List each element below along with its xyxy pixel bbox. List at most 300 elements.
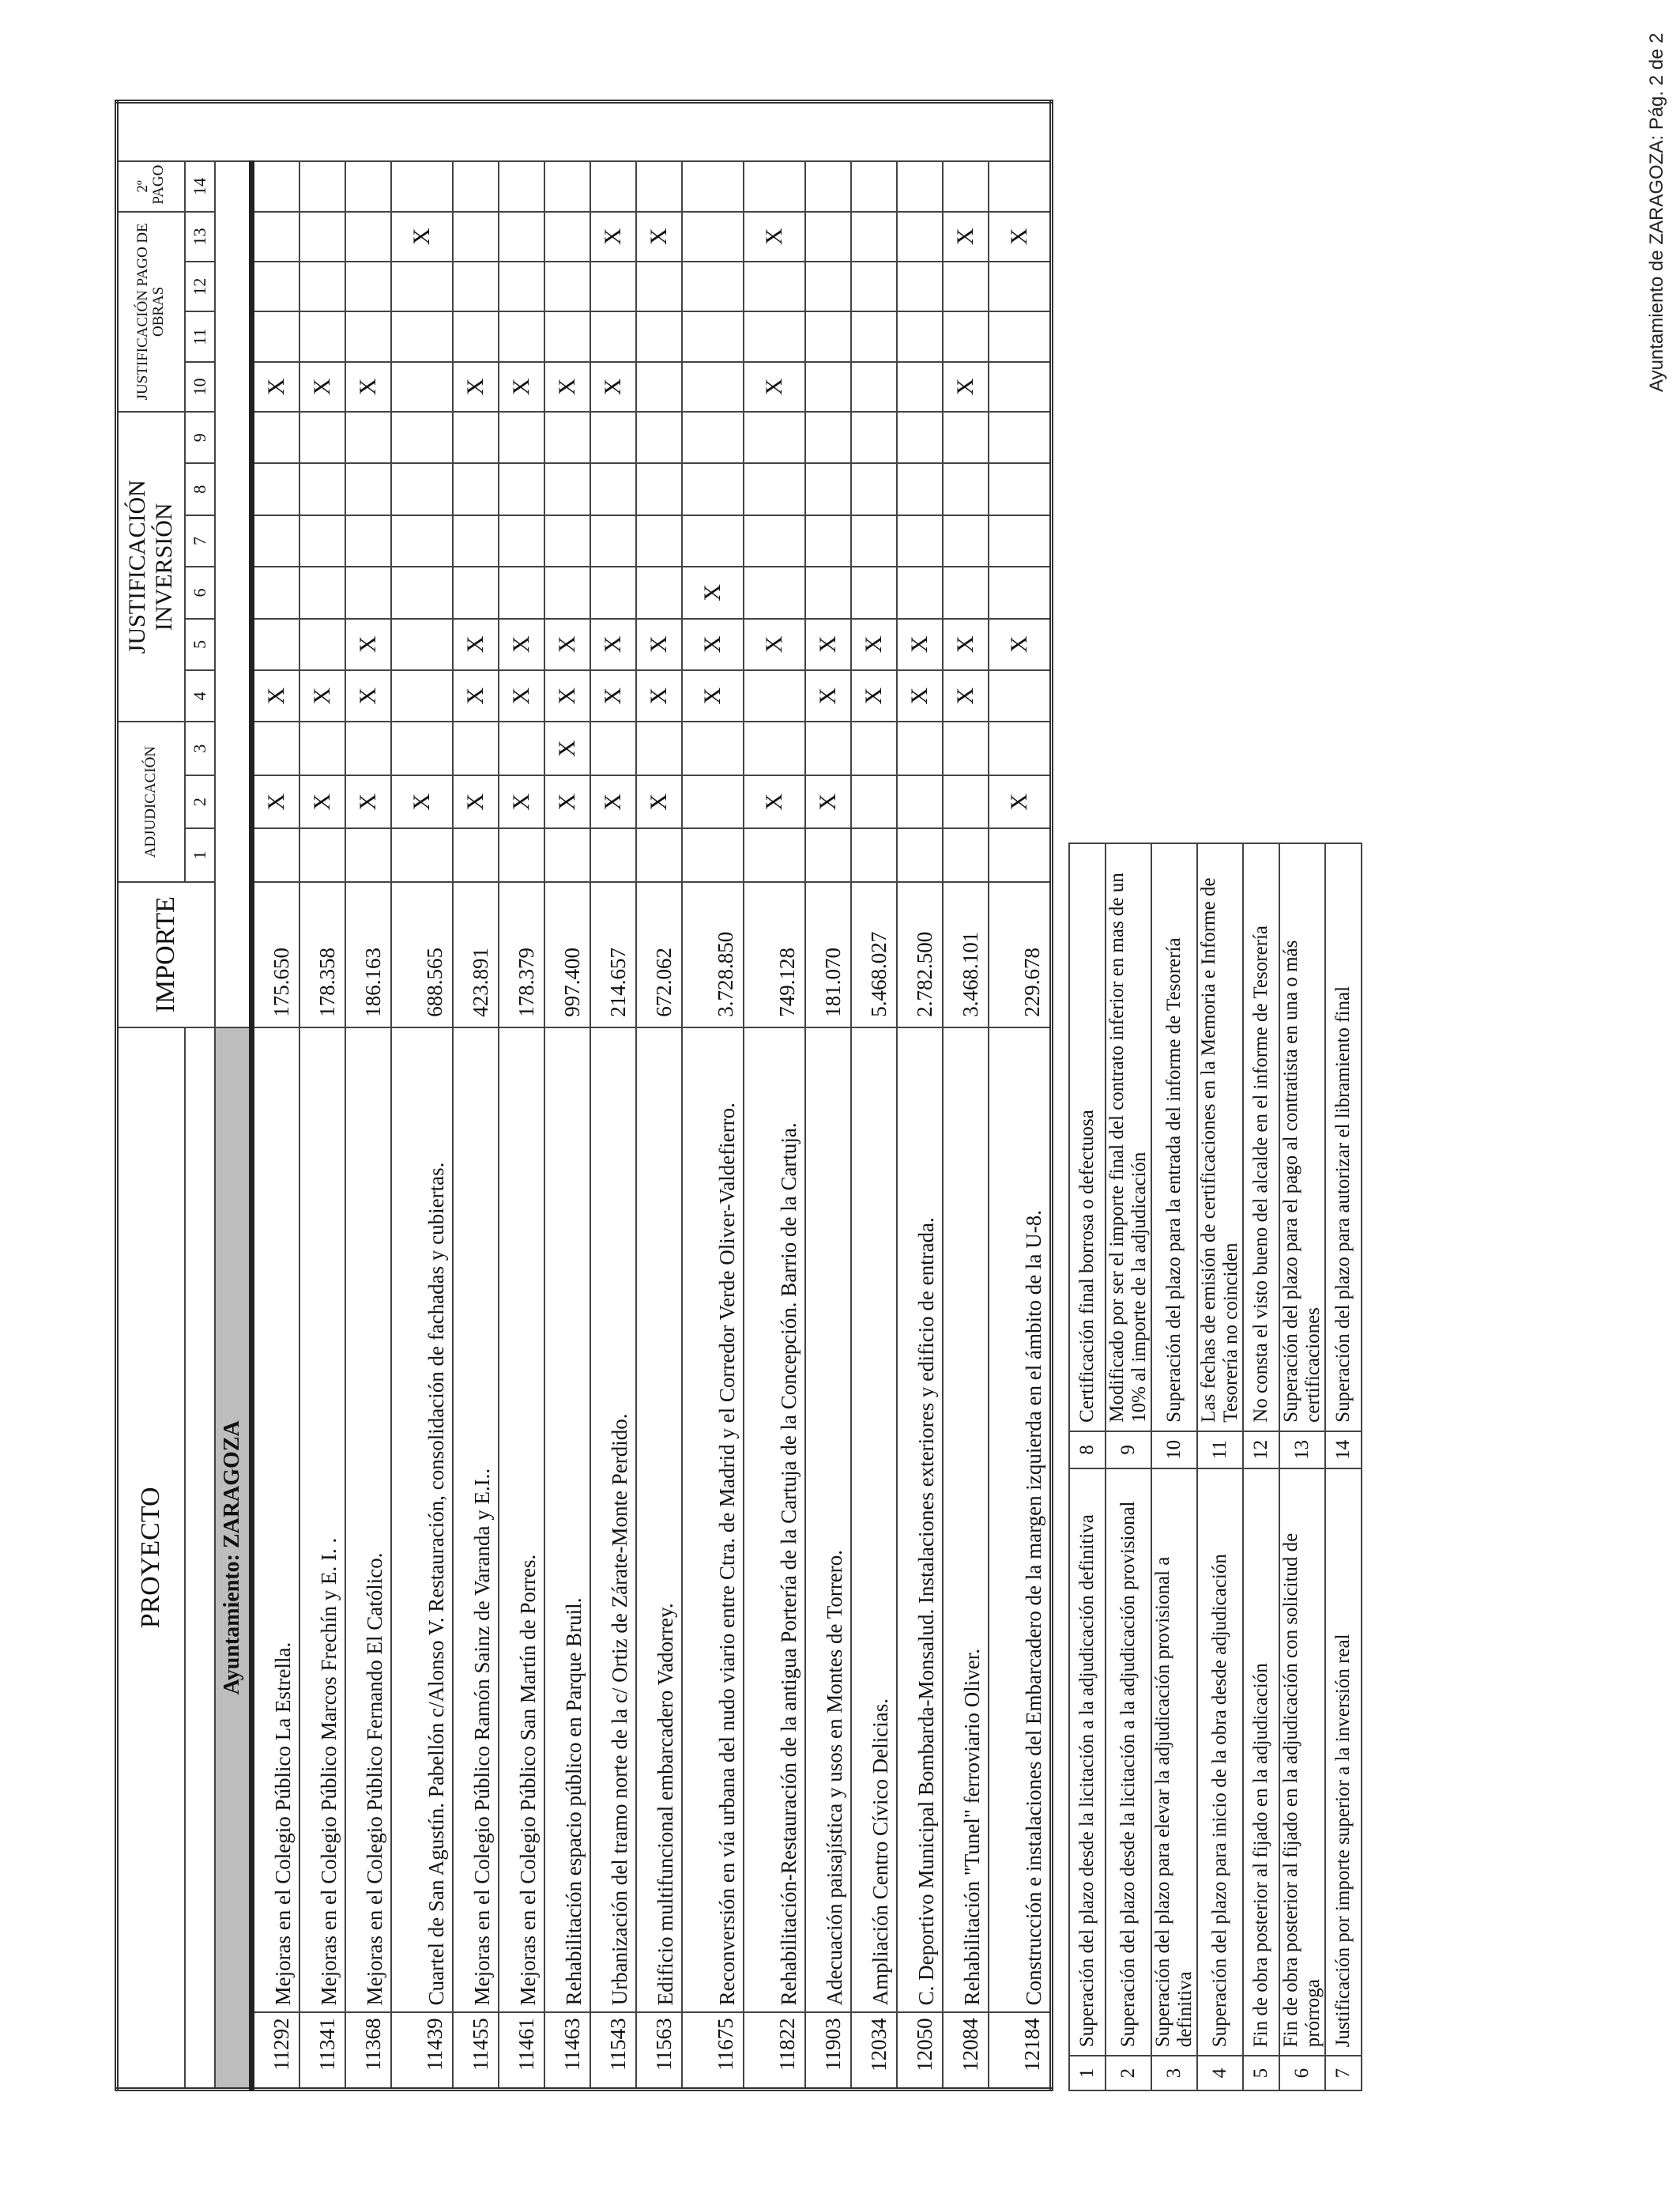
project-code: 11822 [744, 2012, 805, 2089]
mark-cell [391, 670, 453, 722]
mark-cell: X [251, 362, 299, 412]
mark-cell [251, 161, 299, 211]
mark-cell: X [544, 722, 590, 775]
mark-cell [897, 515, 943, 567]
mark-cell [989, 515, 1052, 567]
mark-cell [636, 262, 682, 311]
mark-cell: X [391, 775, 453, 828]
mark-cell [251, 722, 299, 775]
mark-cell: X [499, 775, 544, 828]
project-amount: 749.128 [744, 882, 805, 1027]
mark-cell [453, 212, 499, 262]
page-footer: Ayuntamiento de ZARAGOZA: Pág. 2 de 2 [1646, 32, 1667, 392]
mark-cell [682, 161, 744, 211]
mark-cell [345, 212, 391, 262]
table-row [851, 102, 897, 2090]
justificacion-inversion-header: JUSTIFICACIÓN INVERSIÓN [117, 412, 185, 722]
project-amount: 2.782.500 [897, 882, 943, 1027]
mark-cell: X [943, 670, 989, 722]
table-row [744, 102, 805, 2090]
mark-cell: X [499, 619, 544, 670]
mark-cell [453, 262, 499, 311]
project-code: 12050 [897, 2012, 943, 2089]
mark-cell: X [499, 670, 544, 722]
mark-cell [897, 412, 943, 463]
legend-number: 2 [1106, 2056, 1151, 2090]
legend-text: Superación del plazo desde la licitación a la adjudicación provisional [1106, 1468, 1151, 2056]
project-name: Mejoras en el Colegio Público Fernando El Católico. [345, 1027, 391, 2013]
legend-table [1068, 843, 1362, 2091]
mark-cell [744, 515, 805, 567]
mark-cell [544, 161, 590, 211]
legend-text: Justificación por importe superior a la inversión real [1325, 1468, 1362, 2056]
mark-cell [636, 722, 682, 775]
mark-cell [251, 412, 299, 463]
col-number: 2 [185, 775, 215, 828]
mark-cell [590, 463, 636, 515]
mark-cell [391, 463, 453, 515]
projects-body [251, 102, 1051, 2090]
mark-cell [453, 311, 499, 361]
mark-cell [391, 161, 453, 211]
mark-cell [851, 722, 897, 775]
mark-cell [590, 515, 636, 567]
mark-cell [851, 463, 897, 515]
table-row [682, 102, 744, 2090]
mark-cell [943, 161, 989, 211]
project-code: 11903 [805, 2012, 851, 2089]
mark-cell: X [299, 670, 345, 722]
project-code: 11543 [590, 2012, 636, 2089]
col-number: 4 [185, 670, 215, 722]
mark-cell [590, 722, 636, 775]
mark-cell: X [682, 567, 744, 618]
project-name: Mejoras en el Colegio Público Ramón Sainz de Varanda y E.I.. [453, 1027, 499, 2013]
legend-number: 1 [1069, 2056, 1106, 2090]
legend-number: 10 [1151, 1431, 1197, 1468]
mark-cell: X [943, 619, 989, 670]
mark-cell: X [590, 670, 636, 722]
mark-cell [805, 362, 851, 412]
legend-text: No consta el visto bueno del alcalde en el informe de Tesorería [1243, 843, 1279, 1431]
mark-cell [851, 161, 897, 211]
table-row [453, 102, 499, 2090]
mark-cell [897, 212, 943, 262]
mark-cell: X [453, 670, 499, 722]
legend-number: 9 [1106, 1431, 1151, 1468]
municipality-row-spacer [215, 161, 252, 1027]
mark-cell [251, 262, 299, 311]
proyecto-header-spacer [185, 1027, 215, 2090]
table-row [943, 102, 989, 2090]
mark-cell [345, 311, 391, 361]
mark-cell [805, 161, 851, 211]
project-code: 11461 [499, 2012, 544, 2089]
mark-cell [744, 262, 805, 311]
legend-number: 12 [1243, 1431, 1279, 1468]
mark-cell: X [989, 775, 1052, 828]
mark-cell: X [544, 619, 590, 670]
proyecto-header: PROYECTO [117, 1027, 185, 2090]
mark-cell [544, 212, 590, 262]
mark-cell [805, 212, 851, 262]
mark-cell [636, 828, 682, 881]
legend-number: 6 [1279, 2056, 1325, 2090]
legend-text: Superación del plazo desde la licitación a la adjudicación definitiva [1069, 1468, 1106, 2056]
mark-cell [682, 262, 744, 311]
project-amount: 3.728.850 [682, 882, 744, 1027]
mark-cell [391, 828, 453, 881]
mark-cell: X [345, 775, 391, 828]
mark-cell [499, 262, 544, 311]
mark-cell: X [453, 775, 499, 828]
col-number: 11 [185, 311, 215, 361]
project-amount: 214.657 [590, 882, 636, 1027]
mark-cell [590, 828, 636, 881]
mark-cell [590, 567, 636, 618]
mark-cell [943, 262, 989, 311]
mark-cell [744, 412, 805, 463]
mark-cell [851, 362, 897, 412]
table-row [345, 102, 391, 2090]
mark-cell: X [499, 362, 544, 412]
mark-cell: X [453, 619, 499, 670]
mark-cell: X [897, 619, 943, 670]
mark-cell [251, 212, 299, 262]
mark-cell [499, 722, 544, 775]
mark-cell [345, 262, 391, 311]
legend-text: Las fechas de emisión de certificaciones en la Memoria e Informe de Tesorería no coinciden [1197, 843, 1243, 1431]
mark-cell [943, 775, 989, 828]
legend-text: Superación del plazo para inicio de la obra desde adjudicación [1197, 1468, 1243, 2056]
legend-row [1151, 843, 1197, 2090]
legend-body [1069, 843, 1362, 2090]
mark-cell: X [590, 775, 636, 828]
mark-cell [453, 161, 499, 211]
legend-number: 4 [1197, 2056, 1243, 2090]
mark-cell: X [943, 212, 989, 262]
col-number: 3 [185, 722, 215, 775]
table-row [636, 102, 682, 2090]
project-name: Rehabilitación-Restauración de la antigua Portería de la Cartuja de la Concepción. Barrio de la Cartuja. [744, 1027, 805, 2013]
col-number: 13 [185, 212, 215, 262]
mark-cell [453, 722, 499, 775]
mark-cell [391, 362, 453, 412]
mark-cell [636, 515, 682, 567]
mark-cell [989, 670, 1052, 722]
mark-cell [744, 463, 805, 515]
mark-cell [744, 567, 805, 618]
mark-cell [299, 515, 345, 567]
mark-cell [499, 515, 544, 567]
legend-row [1243, 843, 1279, 2090]
mark-cell [299, 262, 345, 311]
mark-cell: X [544, 670, 590, 722]
mark-cell [682, 722, 744, 775]
mark-cell [499, 463, 544, 515]
mark-cell: X [544, 362, 590, 412]
col-number: 10 [185, 362, 215, 412]
mark-cell [391, 412, 453, 463]
mark-cell [989, 463, 1052, 515]
mark-cell [590, 311, 636, 361]
mark-cell [897, 463, 943, 515]
mark-cell [805, 722, 851, 775]
mark-cell [897, 567, 943, 618]
project-name: Construcción e instalaciones del Embarcadero de la margen izquierda en el ámbito de la U-8. [989, 1027, 1052, 2013]
mark-cell [345, 412, 391, 463]
mark-cell [391, 619, 453, 670]
mark-cell [989, 161, 1052, 211]
mark-cell [345, 567, 391, 618]
mark-cell: X [299, 775, 345, 828]
mark-cell [682, 362, 744, 412]
mark-cell [299, 619, 345, 670]
mark-cell [251, 567, 299, 618]
mark-cell [544, 567, 590, 618]
mark-cell [345, 515, 391, 567]
mark-cell: X [636, 775, 682, 828]
project-name: Ampliación Centro Cívico Delicias. [851, 1027, 897, 2013]
mark-cell: X [682, 619, 744, 670]
mark-cell [499, 567, 544, 618]
legend-number: 7 [1325, 2056, 1362, 2090]
mark-cell [744, 828, 805, 881]
mark-cell [744, 311, 805, 361]
mark-cell [744, 161, 805, 211]
project-code: 11463 [544, 2012, 590, 2089]
mark-cell [805, 262, 851, 311]
table-row [989, 102, 1052, 2090]
mark-cell: X [897, 670, 943, 722]
col-number: 9 [185, 412, 215, 463]
mark-cell [453, 515, 499, 567]
project-amount: 672.062 [636, 882, 682, 1027]
mark-cell [544, 262, 590, 311]
project-code: 11368 [345, 2012, 391, 2089]
mark-cell [805, 463, 851, 515]
table-row [299, 102, 345, 2090]
mark-cell [453, 463, 499, 515]
project-code: 12084 [943, 2012, 989, 2089]
mark-cell: X [299, 362, 345, 412]
mark-cell [682, 828, 744, 881]
mark-cell [499, 412, 544, 463]
mark-cell [391, 311, 453, 361]
mark-cell [453, 567, 499, 618]
mark-cell: X [590, 619, 636, 670]
mark-cell [299, 212, 345, 262]
mark-cell [851, 262, 897, 311]
column-number-row [185, 102, 215, 2090]
legend-number: 11 [1197, 1431, 1243, 1468]
mark-cell [897, 362, 943, 412]
mark-cell [989, 311, 1052, 361]
project-amount: 3.468.101 [943, 882, 989, 1027]
mark-cell [682, 463, 744, 515]
mark-cell [299, 567, 345, 618]
project-name: C. Deportivo Municipal Bombarda-Monsalud. Instalaciones exteriores y edificio de entrada. [897, 1027, 943, 2013]
mark-cell [544, 412, 590, 463]
municipality-title: Ayuntamiento: ZARAGOZA [215, 1027, 252, 2090]
project-amount: 997.400 [544, 882, 590, 1027]
mark-cell [453, 412, 499, 463]
mark-cell: X [590, 212, 636, 262]
project-name: Edificio multifuncional embarcadero Vadorrey. [636, 1027, 682, 2013]
project-amount: 178.358 [299, 882, 345, 1027]
mark-cell: X [453, 362, 499, 412]
mark-cell: X [851, 670, 897, 722]
mark-cell [943, 412, 989, 463]
mark-cell [851, 212, 897, 262]
project-name: Mejoras en el Colegio Público San Martín de Porres. [499, 1027, 544, 2013]
legend-text: Fin de obra posterior al fijado en la adjudicación con solicitud de prórroga [1279, 1468, 1325, 2056]
mark-cell [636, 567, 682, 618]
legend-text: Superación del plazo para el pago al contratista en una o más certificaciones [1279, 843, 1325, 1431]
mark-cell [943, 722, 989, 775]
project-name: Reconversión en vía urbana del nudo viario entre Ctra. de Madrid y el Corredor Verde Oliver-Valdefierro. [682, 1027, 744, 2013]
project-name: Urbanización del tramo norte de la c/ Ortiz de Zárate-Monte Perdido. [590, 1027, 636, 2013]
project-amount: 186.163 [345, 882, 391, 1027]
mark-cell [943, 828, 989, 881]
mark-cell: X [805, 775, 851, 828]
mark-cell: X [989, 212, 1052, 262]
mark-cell [989, 262, 1052, 311]
mark-cell [744, 670, 805, 722]
mark-cell [299, 722, 345, 775]
mark-cell [897, 262, 943, 311]
table-row [544, 102, 590, 2090]
project-code: 11675 [682, 2012, 744, 2089]
mark-cell: X [744, 362, 805, 412]
mark-cell [851, 775, 897, 828]
mark-cell [251, 619, 299, 670]
mark-cell [989, 722, 1052, 775]
mark-cell [636, 412, 682, 463]
mark-cell [851, 412, 897, 463]
mark-cell: X [744, 775, 805, 828]
mark-cell [453, 828, 499, 881]
project-code: 11455 [453, 2012, 499, 2089]
mark-cell [299, 311, 345, 361]
mark-cell: X [805, 619, 851, 670]
mark-cell [851, 567, 897, 618]
mark-cell [391, 722, 453, 775]
segundo-pago-header: 2º PAGO [117, 161, 185, 211]
mark-cell [345, 722, 391, 775]
col-number: 6 [185, 567, 215, 618]
mark-cell [744, 722, 805, 775]
mark-cell: X [636, 670, 682, 722]
mark-cell: X [251, 775, 299, 828]
legend-row [1279, 843, 1325, 2090]
mark-cell: X [682, 670, 744, 722]
project-amount: 178.379 [499, 882, 544, 1027]
project-name: Rehabilitación "Tunel" ferroviario Oliver. [943, 1027, 989, 2013]
mark-cell [851, 828, 897, 881]
mark-cell [897, 722, 943, 775]
justificacion-pago-header: JUSTIFICACIÓN PAGO DE OBRAS [117, 212, 185, 412]
project-code: 11292 [251, 2012, 299, 2089]
legend-number: 14 [1325, 1431, 1362, 1468]
mark-cell [897, 161, 943, 211]
mark-cell [636, 463, 682, 515]
mark-cell: X [636, 212, 682, 262]
importe-header: IMPORTE [117, 882, 215, 1027]
table-row [897, 102, 943, 2090]
mark-cell [805, 828, 851, 881]
mark-cell [897, 775, 943, 828]
mark-cell: X [851, 619, 897, 670]
mark-cell [391, 262, 453, 311]
mark-cell [251, 515, 299, 567]
mark-cell: X [805, 670, 851, 722]
col-number: 8 [185, 463, 215, 515]
col-number: 5 [185, 619, 215, 670]
mark-cell [499, 311, 544, 361]
legend-number: 3 [1151, 2056, 1197, 2090]
legend-text: Modificado por ser el importe final del contrato inferior en mas de un 10% al importe de la adjudicación [1106, 843, 1151, 1431]
mark-cell [499, 161, 544, 211]
project-code: 12184 [989, 2012, 1052, 2089]
mark-cell [805, 412, 851, 463]
mark-cell [299, 412, 345, 463]
col-number: 7 [185, 515, 215, 567]
mark-cell: X [345, 670, 391, 722]
mark-cell [682, 515, 744, 567]
mark-cell [805, 515, 851, 567]
mark-cell [251, 311, 299, 361]
mark-cell [299, 463, 345, 515]
mark-cell [851, 311, 897, 361]
mark-cell [897, 311, 943, 361]
mark-cell [544, 463, 590, 515]
mark-cell [299, 161, 345, 211]
legend-number: 8 [1069, 1431, 1106, 1468]
legend-text: Superación del plazo para autorizar el libramiento final [1325, 843, 1362, 1431]
mark-cell [590, 412, 636, 463]
project-name: Mejoras en el Colegio Público Marcos Frechín y E. I. . [299, 1027, 345, 2013]
mark-cell [345, 828, 391, 881]
mark-cell [544, 828, 590, 881]
legend-row [1197, 843, 1243, 2090]
header-row-1 [117, 102, 166, 2090]
mark-cell [499, 212, 544, 262]
col-number: 12 [185, 262, 215, 311]
mark-cell: X [345, 362, 391, 412]
legend-text: Fin de obra posterior al fijado en la adjudicación [1243, 1468, 1279, 2056]
mark-cell [943, 515, 989, 567]
mark-cell [299, 828, 345, 881]
mark-cell [851, 515, 897, 567]
legend-number: 5 [1243, 2056, 1279, 2090]
mark-cell: X [345, 619, 391, 670]
table-row [251, 102, 299, 2090]
mark-cell [636, 362, 682, 412]
col-number: 1 [185, 828, 215, 881]
table-row [805, 102, 851, 2090]
mark-cell: X [636, 619, 682, 670]
mark-cell [989, 828, 1052, 881]
mark-cell [345, 161, 391, 211]
mark-cell [682, 212, 744, 262]
projects-table [115, 100, 1053, 2091]
legend-text: Certificación final borrosa o defectuosa [1069, 843, 1106, 1431]
mark-cell: X [590, 362, 636, 412]
mark-cell: X [989, 619, 1052, 670]
mark-cell [897, 828, 943, 881]
project-amount: 688.565 [391, 882, 453, 1027]
